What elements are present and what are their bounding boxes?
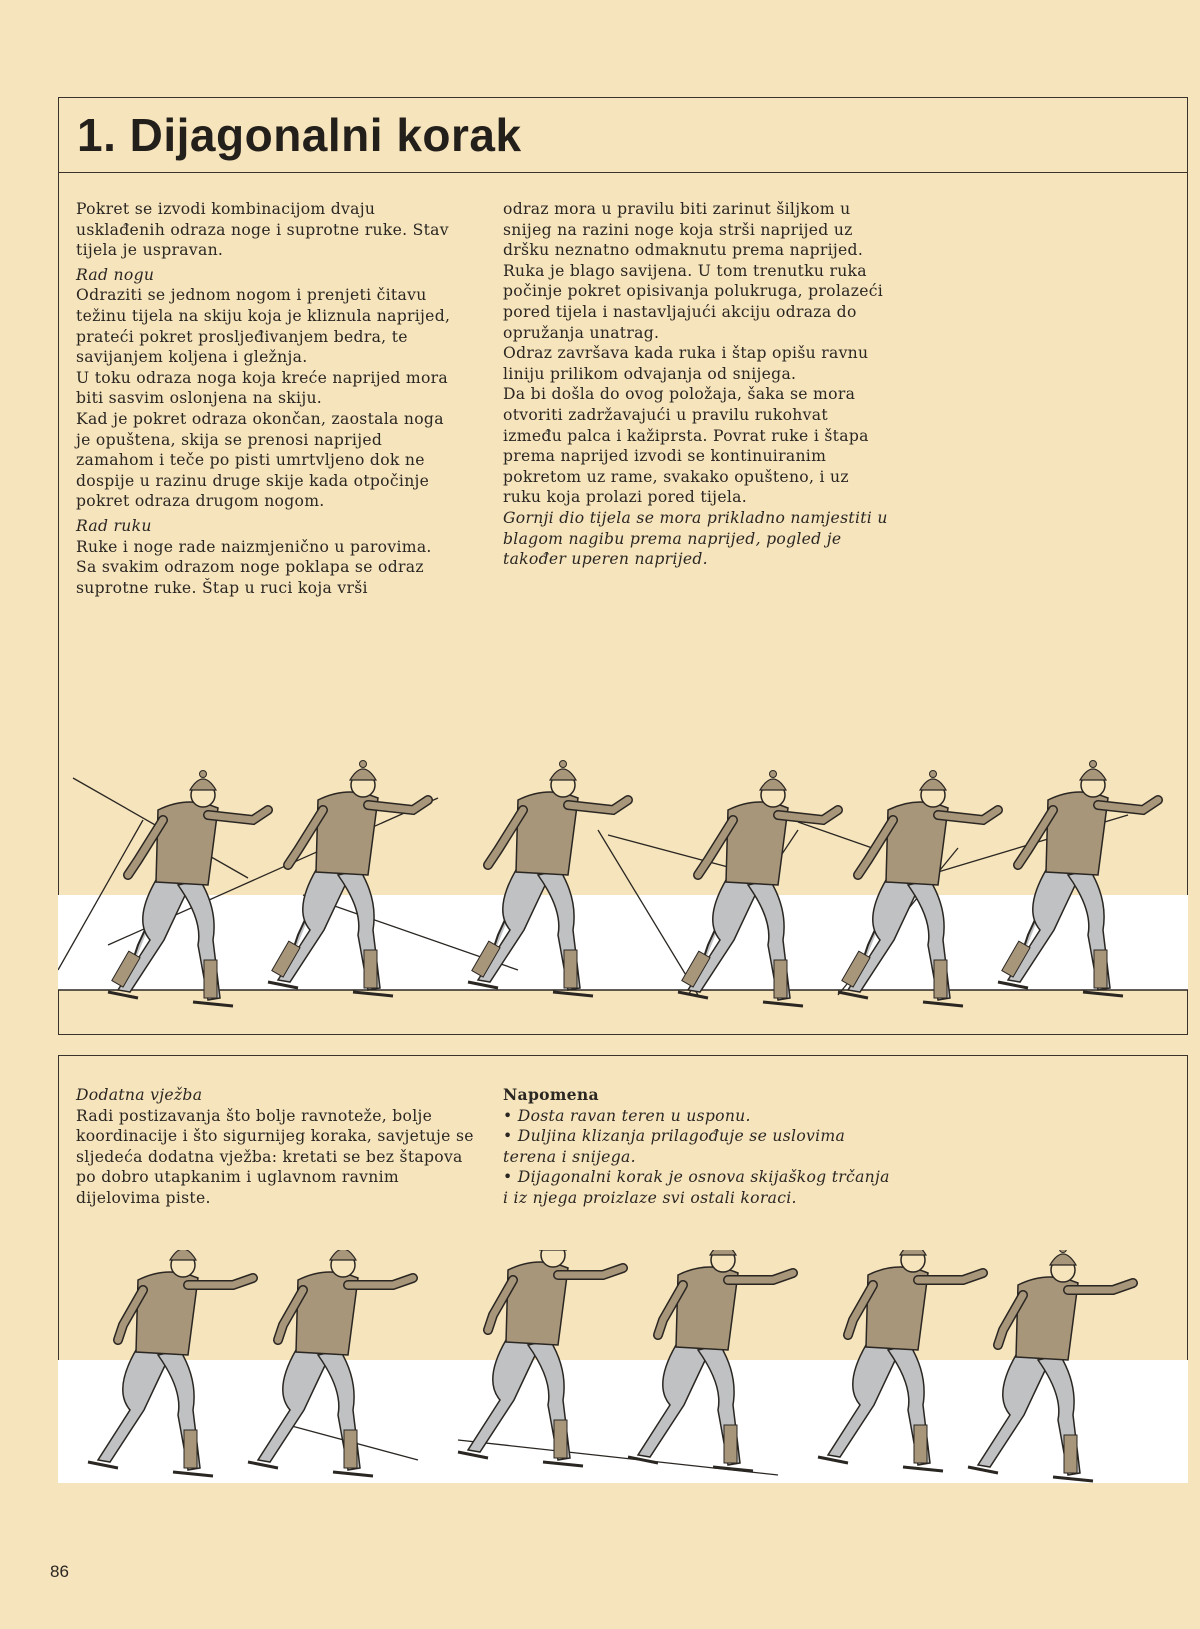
napomena-item-1: • Dosta ravan teren u usponu. bbox=[503, 1106, 751, 1125]
dodatna-heading: Dodatna vježba bbox=[76, 1086, 203, 1104]
rad-ruku-heading: Rad ruku bbox=[76, 516, 152, 535]
rad-nogu-paragraph-3: Kad je pokret odraza okončan, zaostala noga je opuštena, skija se prenosi naprijed zamahom i teče po pisti umrtvljeno dok ne dospije u razinu druge skije kada otpočinje pokret odraza drugom nogom. bbox=[76, 409, 444, 511]
napomena-item-2: • Duljina klizanja prilagođuje se uslovima terena i snijega. bbox=[503, 1127, 846, 1166]
page-title: 1. Dijagonalni korak bbox=[77, 109, 522, 161]
intro-paragraph: Pokret se izvodi kombinacijom dvaju usklađenih odraza noge i suprotne ruke. Stav tijela je uspravan. bbox=[76, 200, 449, 260]
dodatna-text: Radi postizavanja što bolje ravnoteže, bolje koordinacije i što sigurnijeg koraka, savjetuje se sljedeća dodatna vježba: kretati se bez štapova po dobro utapkanim i uglavnom ravnim dijelovima piste. bbox=[76, 1106, 474, 1207]
rad-ruku-paragraph-cont: odraz mora u pravilu biti zarinut šiljkom u snijeg na razini noge koja strši naprijed uz dršku neznatno odmaknutu prema naprijed. bbox=[503, 200, 864, 260]
rad-ruku-paragraph-2: Odraz završava kada ruka i štap opišu ravnu liniju prilikom odvajanja od snijega. bbox=[503, 344, 869, 383]
rad-nogu-paragraph-1: Odraziti se jednom nogom i prenjeti čitavu težinu tijela na skiju koja je kliznula naprijed, prateći pokret prosljeđivanjem bedra, te savijanjem koljena i gležnja. bbox=[76, 286, 451, 367]
napomena-item-3: • Dijagonalni korak je osnova skijaškog trčanja i iz njega proizlaze svi ostali koraci. bbox=[503, 1168, 890, 1207]
skiers-without-poles-illustration bbox=[58, 1250, 1188, 1483]
skiers-with-poles-illustration bbox=[58, 760, 1188, 1035]
rad-nogu-paragraph-2: U toku odraza noga koja kreće naprijed mora biti sasvim oslonjena na skiju. bbox=[76, 368, 449, 408]
napomena-column bbox=[503, 1085, 893, 1209]
rad-ruku-paragraph-1: Ruka je blago savijena. U tom trenutku ruka počinje pokret opisivanja polukruga, prolazeći pored tijela i nastavljajući akciju odraza do opružanja unatrag. bbox=[503, 261, 884, 342]
page-number: 86 bbox=[50, 1562, 69, 1581]
rad-ruku-italic-note: Gornji dio tijela se mora prikladno namjestiti u blagom nagibu prema naprijed, pogled je također uperen naprijed. bbox=[503, 508, 888, 569]
title-bar bbox=[58, 97, 1188, 173]
text-column-left bbox=[76, 199, 456, 598]
rad-nogu-heading: Rad nogu bbox=[76, 265, 155, 284]
text-column-right bbox=[503, 199, 891, 570]
dodatna-column bbox=[76, 1085, 476, 1209]
napomena-heading: Napomena bbox=[503, 1085, 599, 1104]
rad-ruku-paragraph-3: Da bi došla do ovog položaja, šaka se mora otvoriti zadržavajući u pravilu rukohvat između palca i kažiprsta. Povrat ruke i štapa prema naprijed izvodi se kontinuiranim pokretom uz rame, svakako opušteno, i uz ruku koja prolazi pored tijela. bbox=[503, 385, 869, 507]
rad-ruku-paragraph-start: Ruke i noge rade naizmjenično u parovima. Sa svakim odrazom noge poklapa se odraz suprotne ruke. Štap u ruci koja vrši bbox=[76, 537, 432, 597]
